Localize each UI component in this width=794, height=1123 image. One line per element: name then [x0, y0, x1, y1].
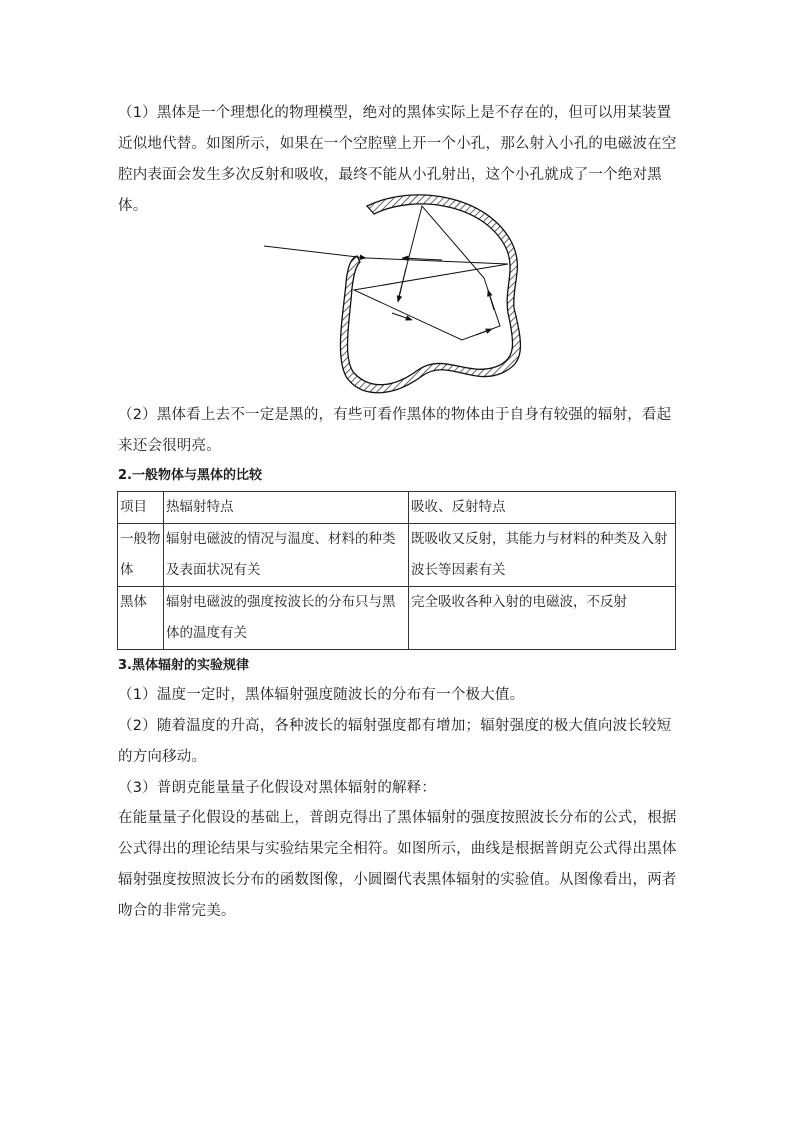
paragraph-point-3: （3）普朗克能量量子化假设对黑体辐射的解释：	[118, 780, 437, 796]
table-cell: 黑体	[118, 587, 164, 650]
table-row	[118, 524, 676, 587]
table-cell: 辐射电磁波的强度按波长的分布只与黑体的温度有关	[164, 587, 409, 650]
paragraph-blackbody-model: （1）黑体是一个理想化的物理模型，绝对的黑体实际上是不存在的，但可以用某装置近似地代替。如图所示，如果在一个空腔壁上开一个小孔，那么射入小孔的电磁波在空腔内表面会发生多次反射和吸收，最终不能从小孔射出，这个小孔就成了一个绝对黑体。	[118, 105, 677, 214]
table-header-cell: 热辐射特点	[164, 492, 409, 524]
incident-ray	[264, 246, 366, 258]
table-header-cell: 项目	[118, 492, 164, 524]
table-cell: 一般物体	[118, 524, 164, 587]
ray-arrow-5	[398, 268, 406, 302]
heading-comparison: 2.一般物体与黑体的比较	[118, 468, 262, 483]
paragraph-point-1: （1）温度一定时，黑体辐射强度随波长的分布有一个极大值。	[118, 687, 525, 703]
table-row	[118, 587, 676, 650]
paragraph-blackbody-appearance: （2）黑体看上去不一定是黑的，有些可看作黑体的物体由于自身有较强的辐射，看起来还会很明亮。	[118, 407, 672, 454]
table-cell: 既吸收又反射，其能力与材料的种类及入射波长等因素有关	[409, 524, 676, 587]
reflected-rays	[354, 206, 508, 340]
heading-experimental-laws: 3.黑体辐射的实验规律	[118, 658, 249, 673]
paragraph-point-2: （2）随着温度的升高，各种波长的辐射强度都有增加；辐射强度的极大值向波长较短的方向移动。	[118, 718, 672, 765]
table-cell: 辐射电磁波的情况与温度、材料的种类及表面状况有关	[164, 524, 409, 587]
table-header-row	[118, 492, 676, 524]
paragraph-planck-explanation: 在能量量子化假设的基础上，普朗克得出了黑体辐射的强度按照波长分布的公式，根据公式得出的理论结果与实验结果完全相符。如图所示，曲线是根据普朗克公式得出黑体辐射强度按照波长分布的函数图像，小圆圈代表黑体辐射的实验值。从图像看出，两者吻合的非常完美。	[118, 810, 677, 919]
table-header-cell: 吸收、反射特点	[409, 492, 676, 524]
ray-arrow-2	[392, 313, 412, 320]
ray-arrow-4	[488, 290, 494, 310]
cavity-wall	[340, 195, 520, 393]
cavity-blackbody-diagram	[262, 188, 532, 400]
table-cell: 完全吸收各种入射的电磁波，不反射	[409, 587, 676, 650]
comparison-table	[117, 491, 676, 650]
ray-arrow-3	[476, 329, 492, 335]
